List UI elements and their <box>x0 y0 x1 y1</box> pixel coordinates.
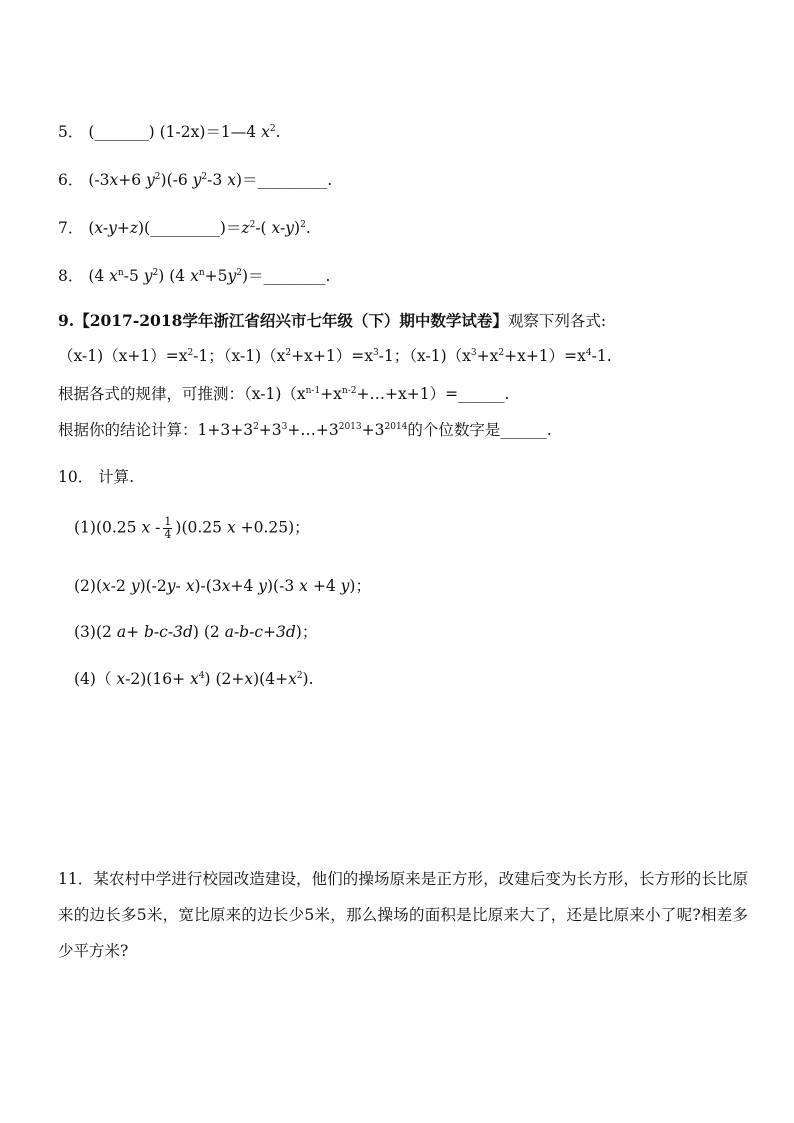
expr-text: -1；（x-1)（x <box>193 347 286 365</box>
problem-9-heading <box>58 313 606 330</box>
exponent: 4 <box>585 348 592 358</box>
var-x: x <box>190 670 199 688</box>
expr-text: ) (2 <box>192 623 220 641</box>
expr-text: )； <box>349 577 371 595</box>
expr-text: -5 <box>123 267 139 285</box>
exponent: 3 <box>372 348 379 358</box>
expr-italic: b-c-3d <box>144 623 193 641</box>
exponent: 3 <box>281 422 288 432</box>
expr-text: . <box>275 123 281 141</box>
exponent: 2 <box>249 220 256 230</box>
expr-text: -( <box>255 219 267 237</box>
expr-text: (4 <box>88 267 105 285</box>
exponent: 2 <box>154 172 161 182</box>
var-x: x <box>190 267 199 285</box>
var-y: y <box>146 171 155 189</box>
problem-10-part-3 <box>74 625 317 641</box>
problem-11 <box>58 861 748 969</box>
exponent: 2 <box>236 268 242 278</box>
var-x: x <box>261 123 270 141</box>
var-x: x <box>141 518 151 537</box>
var-y: y <box>166 577 176 595</box>
expr-text: +x+1）=x <box>291 347 373 365</box>
expr-text: +3 <box>258 421 282 439</box>
var-x: x <box>109 171 119 189</box>
expr-text: +x <box>476 347 499 365</box>
problem-instruction: 观察下列各式: <box>507 312 607 330</box>
exponent: 4 <box>198 671 205 681</box>
var-x: x <box>109 267 118 285</box>
expr-text: - <box>175 577 181 595</box>
problem-number: 5． <box>58 123 84 141</box>
exponent: n-1 <box>305 386 321 396</box>
expr-text: )(4+ <box>253 670 289 688</box>
problem-number: 7． <box>58 219 84 237</box>
expr-text: -2 <box>110 577 126 595</box>
exponent: 2 <box>253 422 259 432</box>
problem-9-line-1 <box>58 349 612 365</box>
expr-text: （x-1)（x+1）=x <box>58 347 188 365</box>
expr-text: 根据各式的规律，可推测：（x-1)（x <box>58 385 306 403</box>
exponent: n-2 <box>341 386 357 396</box>
expr-text: +x+1）=x <box>504 347 586 365</box>
expr-text: 根据你的结论计算：1+3+3 <box>58 421 254 439</box>
answer-blank: )＝_________. <box>235 171 333 189</box>
expr-italic: a-b-c+3d <box>224 623 296 641</box>
expr-text: (2)( <box>74 577 103 595</box>
answer-blank: 的个位数字是______. <box>407 421 552 439</box>
expr-text: ). <box>302 670 314 688</box>
answer-blank: )＝________. <box>242 267 331 285</box>
exponent: n <box>117 268 124 278</box>
expr-text: )-(3 <box>194 577 222 595</box>
problem-9-line-3 <box>58 423 552 439</box>
var-x: x <box>116 670 126 688</box>
expr-text: (1)(0.25 <box>74 518 137 537</box>
exponent: 2013 <box>338 422 362 432</box>
answer-blank: (_______) <box>88 123 155 141</box>
expr-text: )(-3 <box>267 577 295 595</box>
expr-text: +x <box>320 385 342 403</box>
exponent: 2 <box>269 124 276 134</box>
problem-9-line-2 <box>58 387 509 403</box>
expr-text: +4 <box>312 577 336 595</box>
problem-6 <box>58 173 332 189</box>
expr-text: (3)(2 <box>74 623 112 641</box>
exponent: 2 <box>285 348 292 358</box>
var-y: y <box>130 577 140 595</box>
exponent: 2 <box>498 348 505 358</box>
fraction-denominator: 4 <box>164 528 172 541</box>
exponent: 2 <box>296 671 303 681</box>
problem-7 <box>58 221 311 237</box>
expr-text: -1. <box>591 347 612 365</box>
expr-text: )(-2 <box>139 577 167 595</box>
var-z: z <box>241 219 250 237</box>
exponent: 2014 <box>384 422 408 432</box>
expr-text: +…+3 <box>287 421 339 439</box>
problem-10-part-4 <box>74 672 314 688</box>
expr-text: ) (2+ <box>204 670 245 688</box>
expr-text: )(-6 <box>160 171 188 189</box>
expr-text: +6 <box>118 171 142 189</box>
var-x: x <box>227 171 236 189</box>
problem-8 <box>58 269 330 285</box>
exponent: 2 <box>152 268 159 278</box>
exponent: 2 <box>187 348 194 358</box>
exponent: 3 <box>470 348 477 358</box>
problem-5 <box>58 125 281 141</box>
answer-blank: )(_________)＝ <box>138 219 242 237</box>
var-x: x <box>221 577 231 595</box>
problem-10-part-1 <box>74 516 310 541</box>
expr-text: (1-2x)＝1—4 <box>159 123 257 141</box>
expr-text: +4 <box>230 577 254 595</box>
expr-text: +0.25)； <box>240 518 310 537</box>
var-x: x <box>299 577 308 595</box>
var-y: y <box>258 577 267 595</box>
expr-text: . <box>305 219 311 237</box>
var-x: x <box>226 518 236 537</box>
var-y: y <box>143 267 153 285</box>
var-x: x <box>185 577 195 595</box>
problem-number: 11． <box>58 870 94 888</box>
expr-italic: x-y <box>271 219 295 237</box>
var-a: a <box>116 623 127 641</box>
var-y: y <box>192 171 202 189</box>
expr-text: ) <box>294 219 301 237</box>
problem-10-heading <box>58 470 134 486</box>
problem-source: 【2017-2018学年浙江省绍兴市七年级（下）期中数学试卷】 <box>74 311 508 330</box>
problem-number: 9. <box>58 311 75 330</box>
problem-instruction: 计算. <box>98 468 135 486</box>
expr-text: + <box>126 623 140 641</box>
problem-text: 某农村中学进行校园改造建设，他们的操场原来是正方形，改建后变为长方形，长方形的长比原来的边长多5米，宽比原来的边长少5米，那么操场的面积是比原来大了，还是比原来小了呢?相差多少平方米? <box>58 870 748 960</box>
expr-text: +3 <box>361 421 385 439</box>
var-y: y <box>227 267 237 285</box>
var-x: x <box>288 670 297 688</box>
problem-10-part-2 <box>74 579 371 595</box>
exponent: 2 <box>300 220 306 230</box>
expr-italic: x-y+z <box>94 219 138 237</box>
expr-text: (-3 <box>88 171 110 189</box>
var-x: x <box>244 670 254 688</box>
var-y: y <box>340 577 350 595</box>
var-x: x <box>102 577 111 595</box>
expr-text: ) (4 <box>158 267 186 285</box>
expr-text: )； <box>295 623 318 641</box>
fraction-one-quarter <box>163 516 172 541</box>
expr-text: -1；（x-1)（x <box>378 347 471 365</box>
expr-text: - <box>155 518 161 537</box>
answer-blank: +…+x+1）=______. <box>356 385 510 403</box>
exponent: n <box>198 268 205 278</box>
exponent: 2 <box>201 172 208 182</box>
problem-number: 8． <box>58 267 84 285</box>
problem-number: 6． <box>58 171 84 189</box>
problem-number: 10． <box>58 468 94 486</box>
expr-text: )(0.25 <box>175 518 222 537</box>
expr-text: +5 <box>204 267 228 285</box>
expr-text: -3 <box>207 171 223 189</box>
expr-text: ( <box>88 219 95 237</box>
fraction-numerator: 1 <box>164 515 172 528</box>
expr-text: -2)(16+ <box>125 670 186 688</box>
expr-text: (4)（ <box>74 670 112 688</box>
